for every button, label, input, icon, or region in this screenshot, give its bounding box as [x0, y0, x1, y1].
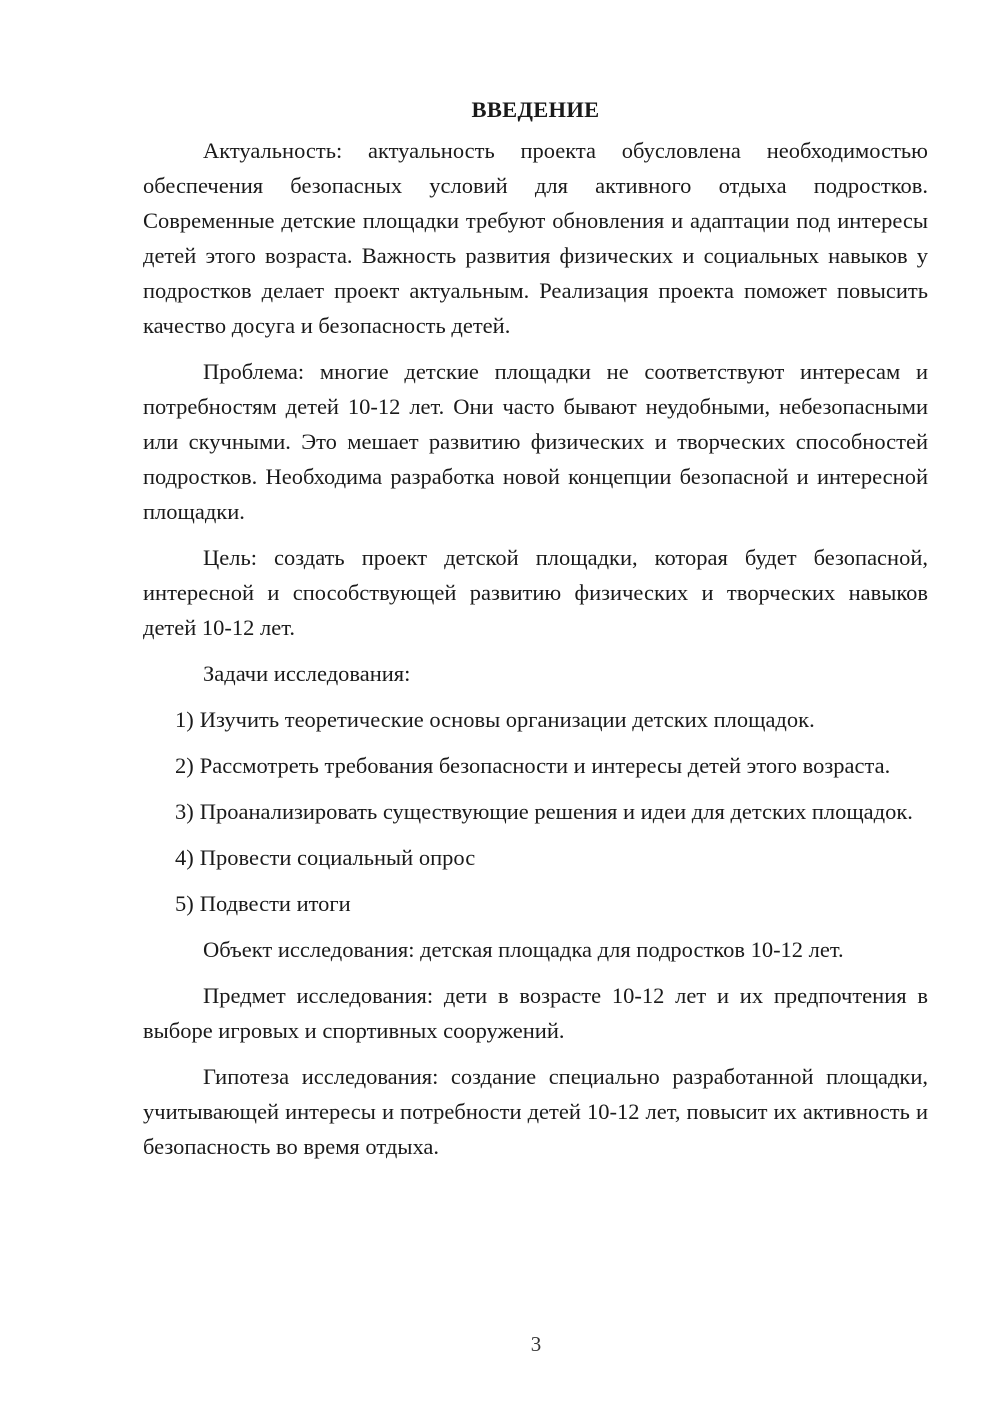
list-item-number: 4)	[175, 845, 194, 870]
paragraph-problem: Проблема: многие детские площадки не соответствуют интересам и потребностям детей 10-12 лет. Они часто бывают неудобными, небезопасными или скучными. Это мешает развитию физических и творческих способностей подростков. Необходима разработка новой концепции безопасной и интересной площадки.	[143, 359, 928, 524]
list-item	[143, 794, 928, 829]
page-number: 3	[530, 1332, 542, 1356]
section-title: ВВЕДЕНИЕ	[471, 97, 600, 122]
tasks-list	[143, 702, 928, 921]
paragraph-hypothesis: Гипотеза исследования: создание специально разработанной площадки, учитывающей интересы и потребности детей 10-12 лет, повысит их активность и безопасность во время отдыха.	[143, 1064, 928, 1159]
list-item-text: Рассмотреть требования безопасности и интересы детей этого возраста.	[199, 753, 891, 778]
list-item	[143, 886, 928, 921]
paragraph-subject: Предмет исследования: дети в возрасте 10-12 лет и их предпочтения в выборе игровых и спортивных сооружений.	[143, 983, 928, 1043]
list-item	[143, 840, 928, 875]
list-item-number: 2)	[175, 753, 194, 778]
paragraph-relevance: Актуальность: актуальность проекта обусловлена необходимостью обеспечения безопасных условий для активного отдыха подростков. Современные детские площадки требуют обновления и адаптации под интересы детей этого возраста. Важность развития физических и социальных навыков у подростков делает проект актуальным. Реализация проекта поможет повысить качество досуга и безопасность детей.	[143, 138, 928, 338]
list-item	[143, 702, 928, 737]
list-item-text: Подвести итоги	[199, 891, 351, 916]
paragraph-goal: Цель: создать проект детской площадки, которая будет безопасной, интересной и способствующей развитию физических и творческих навыков детей 10-12 лет.	[143, 545, 928, 640]
list-item	[143, 748, 928, 783]
document-body	[143, 92, 928, 1175]
list-item-number: 1)	[175, 707, 194, 732]
paragraph-object: Объект исследования: детская площадка для подростков 10-12 лет.	[203, 937, 844, 962]
list-item-number: 5)	[175, 891, 194, 916]
paragraph-tasks-heading: Задачи исследования:	[203, 661, 411, 686]
list-item-text: Изучить теоретические основы организации детских площадок.	[199, 707, 815, 732]
list-item-text: Провести социальный опрос	[199, 845, 476, 870]
list-item-number: 3)	[175, 799, 194, 824]
list-item-text: Проанализировать существующие решения и идеи для детских площадок.	[199, 799, 913, 824]
